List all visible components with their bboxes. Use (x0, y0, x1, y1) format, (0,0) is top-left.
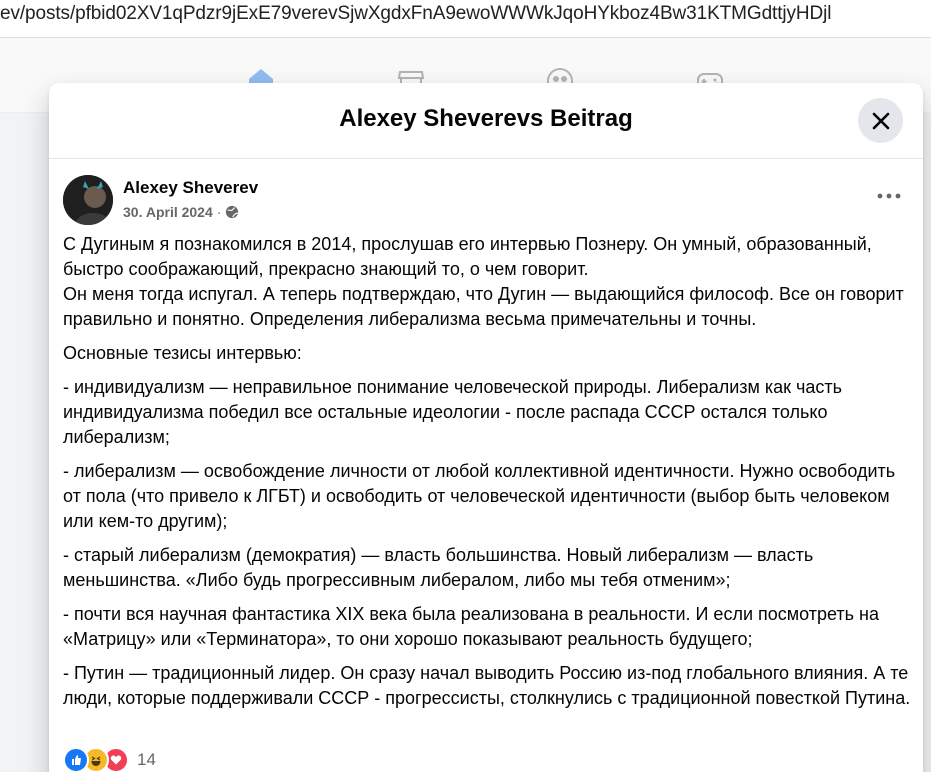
post-text (63, 232, 913, 720)
post-paragraph: - почти вся научная фантастика XIX века была реализована в реальности. И если посмотреть на «Матрицу» или «Терминатора», то они хорошо показывают реальность будущего; (63, 604, 879, 649)
close-icon (871, 111, 891, 131)
ellipsis-icon (877, 193, 901, 199)
post-paragraph: - Путин — традиционный лидер. Он сразу начал выводить Россию из-под глобального влияния. А те люди, которые поддерживали СССР - прогрессисты, столкнулись с традиционной повесткой Путина. (63, 663, 911, 708)
like-icon (63, 747, 89, 772)
post-paragraph: - либерализм — освобождение личности от любой коллективной идентичности. Нужно освободить от пола (что привело к ЛГБТ) и освободить от человеческой идентичности (выбор быть человеком или кем-то другим); (63, 461, 896, 531)
close-button[interactable] (858, 98, 903, 143)
meta-separator: · (216, 204, 222, 220)
avatar[interactable] (63, 175, 113, 225)
more-options-button[interactable] (871, 186, 907, 206)
reactions-summary[interactable] (63, 747, 156, 772)
paragraph-group-1 (63, 232, 913, 332)
post-paragraph: Основные тезисы интервью: (63, 343, 302, 363)
address-bar[interactable] (0, 0, 931, 38)
avatar-image (63, 175, 113, 225)
post-header (49, 159, 923, 229)
globe-icon[interactable] (225, 205, 239, 219)
url-text[interactable]: ev/posts/pfbid02XV1qPdzr9jExE79verevSjwXgdxFnA9ewoWWWkJqoHYkboz4Bw31KTMGdttjyHDjl (0, 3, 832, 24)
author-name[interactable]: Alexey Sheverev (123, 178, 259, 197)
dialog-header (49, 83, 923, 159)
post-dialog (49, 83, 923, 772)
post-paragraph: - старый либерализм (демократия) — власть большинства. Новый либерализм — власть меньшинства. «Либо будь прогрессивным либералом, либо мы тебя отменим»; (63, 545, 814, 590)
post-paragraph: - индивидуализм — неправильное понимание человеческой природы. Либерализм как часть индивидуализма победил все остальные идеологии - после распада СССР остался только либерализм; (63, 377, 843, 447)
post-paragraph: С Дугиным я познакомился в 2014, прослушав его интервью Познеру. Он умный, образованный, быстро соображающий, прекрасно знающий то, о чем говорит. (63, 234, 872, 279)
post-date[interactable]: 30. April 2024 (123, 204, 213, 220)
post-meta (123, 204, 239, 220)
reaction-count[interactable]: 14 (137, 750, 156, 769)
dialog-title: Alexey Sheverevs Beitrag (339, 105, 633, 132)
post-paragraph: Он меня тогда испугал. А теперь подтверждаю, что Дугин — выдающийся философ. Все он говорит правильно и понятно. Определения либерализма весьма примечательны и точны. (63, 284, 904, 329)
